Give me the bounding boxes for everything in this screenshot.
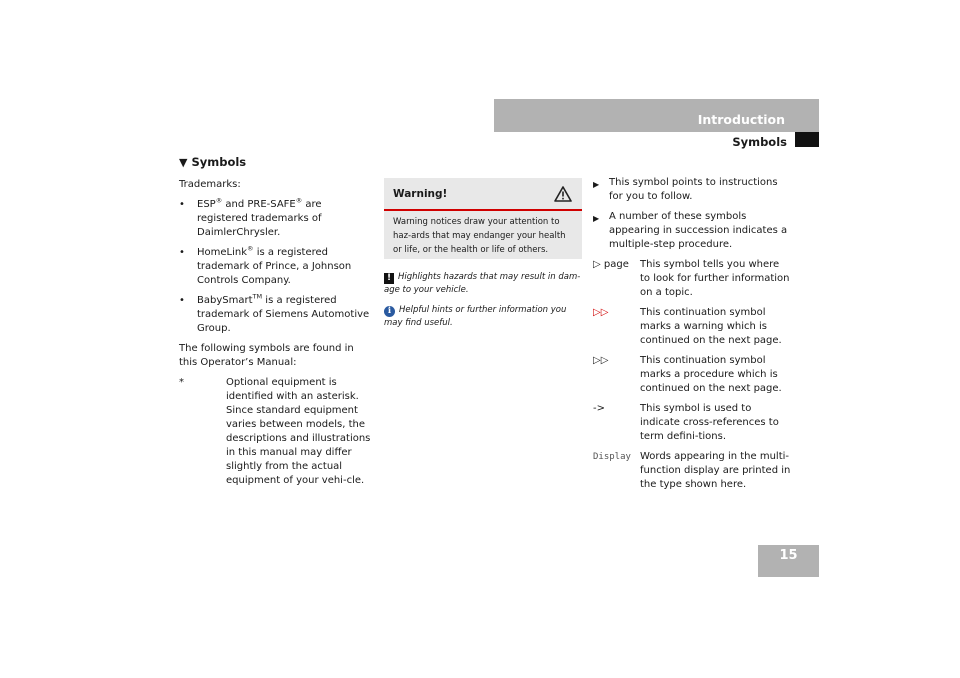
list-item [593,210,791,252]
symbols-intro: The following symbols are found in this Operator’s Manual: [179,343,354,368]
column-right [593,176,791,498]
section-heading [179,155,246,169]
info-note [384,304,582,329]
cross-reference-key: -> [593,403,605,414]
hazard-note-text: Highlights hazards that may result in dam-age to your vehicle. [384,272,581,295]
play-arrow-icon: ▶ [593,180,600,189]
definition-text: This continuation symbol marks a procedure which is continued on the next page. [640,355,782,394]
page-number: 15 [758,545,819,577]
play-arrow-icon: ▶ [593,214,600,223]
warning-box [384,178,582,259]
info-icon: i [384,306,395,317]
trademark-babysmart: BabySmart™ is a registered trademark of Siemens Automotive Group. [197,292,370,334]
trademark-esp: ESP® and PRE-SAFE® are registered trademarks of DaimlerChrysler. [197,196,322,238]
page-ref-key: ▷ page [593,259,629,270]
display-key: Display [593,452,631,462]
section-subtitle: Symbols [732,135,787,149]
definition-text: This continuation symbol marks a warning which is continued on the next page. [640,307,782,346]
triangle-down-icon: ▼ [179,156,188,169]
asterisk-definition [179,376,374,488]
column-left [179,178,374,494]
list-item [179,198,374,240]
definition-text: Words appearing in the multi-function display are printed in the type shown here. [640,451,791,490]
chapter-title: Introduction [697,112,785,127]
definition-page-ref [593,258,791,300]
warning-triangle-icon [554,186,572,202]
definition-cross-reference [593,402,791,444]
definition-procedure-continued [593,354,791,396]
header-marker [795,132,819,147]
section-heading-text: Symbols [191,155,247,169]
bullet-icon: • [179,199,185,210]
definition-text: This symbol tells you where to look for further information on a topic. [640,259,790,298]
definition-warning-continued [593,306,791,348]
asterisk-key: * [179,377,184,388]
instruction-text-1: This symbol points to instructions for you to follow. [609,177,778,202]
hazard-note [384,271,582,296]
list-item [179,246,374,288]
warning-continued-key: ▷▷ [593,307,609,318]
definition-display [593,450,791,492]
column-middle [384,178,582,337]
trademarks-label: Trademarks: [179,179,241,190]
header-band [494,99,819,132]
bullet-icon: • [179,247,185,258]
list-item [593,176,791,204]
list-item [179,294,374,336]
instruction-text-2: A number of these symbols appearing in succession indicates a multiple-step procedure. [609,211,788,250]
warning-title: Warning! [393,188,448,200]
procedure-continued-key: ▷▷ [593,355,609,366]
definition-text: This symbol is used to indicate cross-references to term defini-tions. [640,403,779,442]
warning-body: Warning notices draw your attention to haz-ards that may endanger your health or life, or the health or life of others. [393,217,566,255]
bullet-icon: • [179,295,185,306]
info-note-text: Helpful hints or further information you may find useful. [384,305,567,328]
asterisk-text: Optional equipment is identified with an asterisk. Since standard equipment varies between models, the descriptions and illustrations in this manual may differ slightly from the actual equipment of your vehi-cle. [226,377,371,486]
trademark-homelink: HomeLink® is a registered trademark of Prince, a Johnson Controls Company. [197,244,352,286]
exclamation-icon: ! [384,273,394,284]
